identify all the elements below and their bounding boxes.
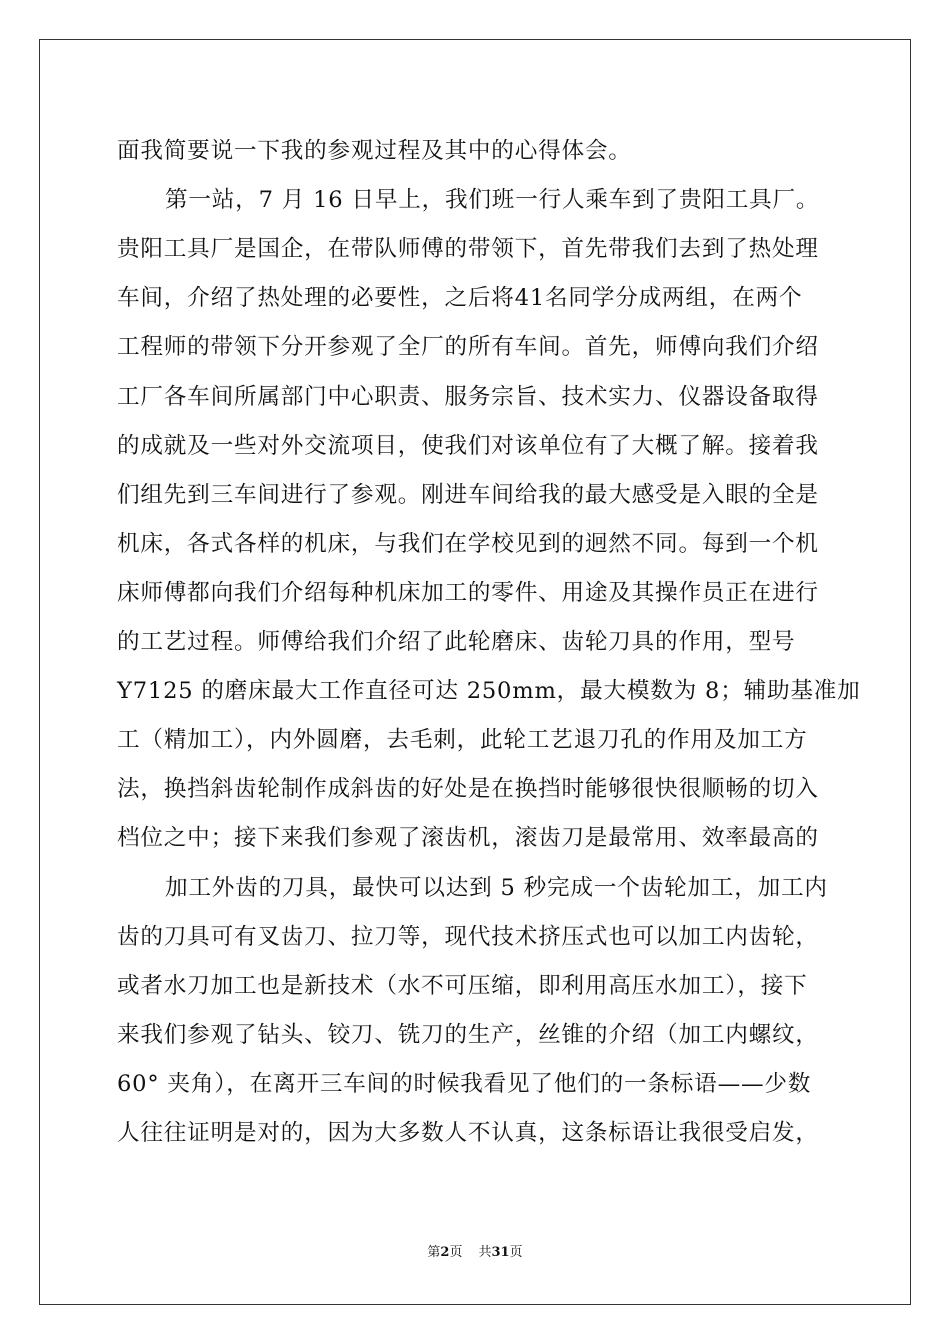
total-suffix: 页 xyxy=(509,1245,523,1260)
text-line: 来我们参观了钻头、铰刀、铣刀的生产，丝锥的介绍（加工内螺纹， xyxy=(117,1021,819,1048)
total-page-number: 31 xyxy=(491,1245,510,1260)
text-line: 贵阳工具厂是国企，在带队师傅的带领下，首先带我们去到了热处理 xyxy=(117,236,819,263)
text-line: 法，换挡斜齿轮制作成斜齿的好处是在换挡时能够很快很顺畅的切入 xyxy=(117,776,819,803)
text-line: 第一站，7 月 16 日早上，我们班一行人乘车到了贵阳工具厂。 xyxy=(165,187,820,214)
text-line: 床师傅都向我们介绍每种机床加工的零件、用途及其操作员正在进行 xyxy=(117,579,819,606)
text-line: 工程师的带领下分开参观了全厂的所有车间。首先，师傅向我们介绍 xyxy=(117,334,819,361)
page-footer xyxy=(0,1244,950,1262)
text-line: Y7125 的磨床最大工作直径可达 250mm，最大模数为 8；辅助基准加 xyxy=(117,678,861,705)
text-line: 60° 夹角），在离开三车间的时候我看见了他们的一条标语——少数 xyxy=(117,1070,812,1097)
total-prefix: 共 xyxy=(478,1245,492,1260)
page-border xyxy=(39,39,911,1305)
text-line: 工厂各车间所属部门中心职责、服务宗旨、技术实力、仪器设备取得 xyxy=(117,383,819,410)
page-prefix: 第 xyxy=(427,1245,441,1260)
text-line: 面我简要说一下我的参观过程及其中的心得体会。 xyxy=(117,138,632,164)
text-line: 车间，介绍了热处理的必要性，之后将41名同学分成两组，在两个 xyxy=(117,285,803,312)
text-line: 们组先到三车间进行了参观。刚进车间给我的最大感受是入眼的全是 xyxy=(117,481,819,508)
current-page-number: 2 xyxy=(440,1245,450,1260)
text-line: 人往往证明是对的，因为大多数人不认真，这条标语让我很受启发， xyxy=(117,1120,819,1146)
text-line: 工（精加工），内外圆磨，去毛刺，此轮工艺退刀孔的作用及加工方 xyxy=(117,727,808,754)
text-line: 的成就及一些对外交流项目，使我们对该单位有了大概了解。接着我 xyxy=(117,432,819,459)
text-line: 档位之中；接下来我们参观了滚齿机，滚齿刀是最常用、效率最高的 xyxy=(117,825,819,852)
text-line: 的工艺过程。师傅给我们介绍了此轮磨床、齿轮刀具的作用，型号 xyxy=(117,629,796,655)
text-line: 齿的刀具可有叉齿刀、拉刀等，现代技术挤压式也可以加工内齿轮， xyxy=(117,923,819,950)
page-suffix: 页 xyxy=(449,1245,463,1260)
text-line: 或者水刀加工也是新技术（水不可压缩，即利用高压水加工），接下 xyxy=(117,972,808,999)
text-line: 加工外齿的刀具，最快可以达到 5 秒完成一个齿轮加工，加工内 xyxy=(165,874,828,901)
text-line: 机床，各式各样的机床，与我们在学校见到的迥然不同。每到一个机 xyxy=(117,530,819,557)
